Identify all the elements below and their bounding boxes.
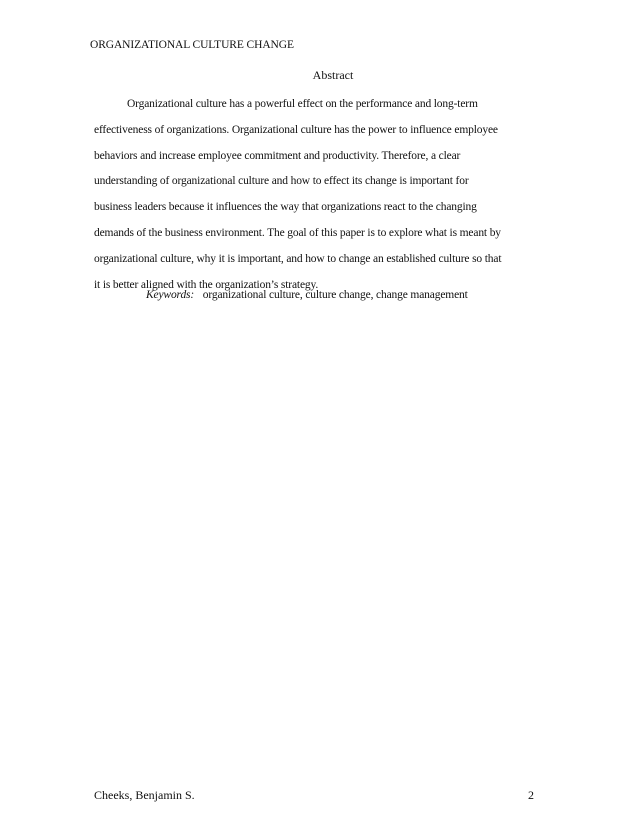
abstract-line: understanding of organizational culture and how to effect its change is important for (94, 175, 469, 188)
abstract-line: organizational culture, why it is important, and how to change an established culture so that (94, 252, 502, 265)
running-head: ORGANIZATIONAL CULTURE CHANGE (90, 39, 294, 51)
keywords-text: organizational culture, culture change, change management (202, 289, 468, 301)
abstract-title: Abstract (312, 68, 354, 82)
abstract-line: business leaders because it influences the way that organizations react to the changing (94, 201, 477, 214)
abstract-line: behaviors and increase employee commitment and productivity. Therefore, a clear (94, 149, 461, 162)
abstract-line: Organizational culture has a powerful effect on the performance and long-term (127, 98, 478, 110)
abstract-line: demands of the business environment. The goal of this paper is to explore what is meant by (94, 226, 501, 239)
page-number: 2 (528, 788, 534, 802)
footer-author: Cheeks, Benjamin S. (94, 788, 195, 802)
abstract-line: effectiveness of organizations. Organizational culture has the power to influence employee (94, 123, 498, 136)
keywords-label: Keywords: (146, 289, 195, 301)
keywords (146, 289, 468, 301)
abstract-line: it is better aligned with the organization’s strategy. (94, 278, 319, 291)
abstract-body (94, 92, 544, 298)
